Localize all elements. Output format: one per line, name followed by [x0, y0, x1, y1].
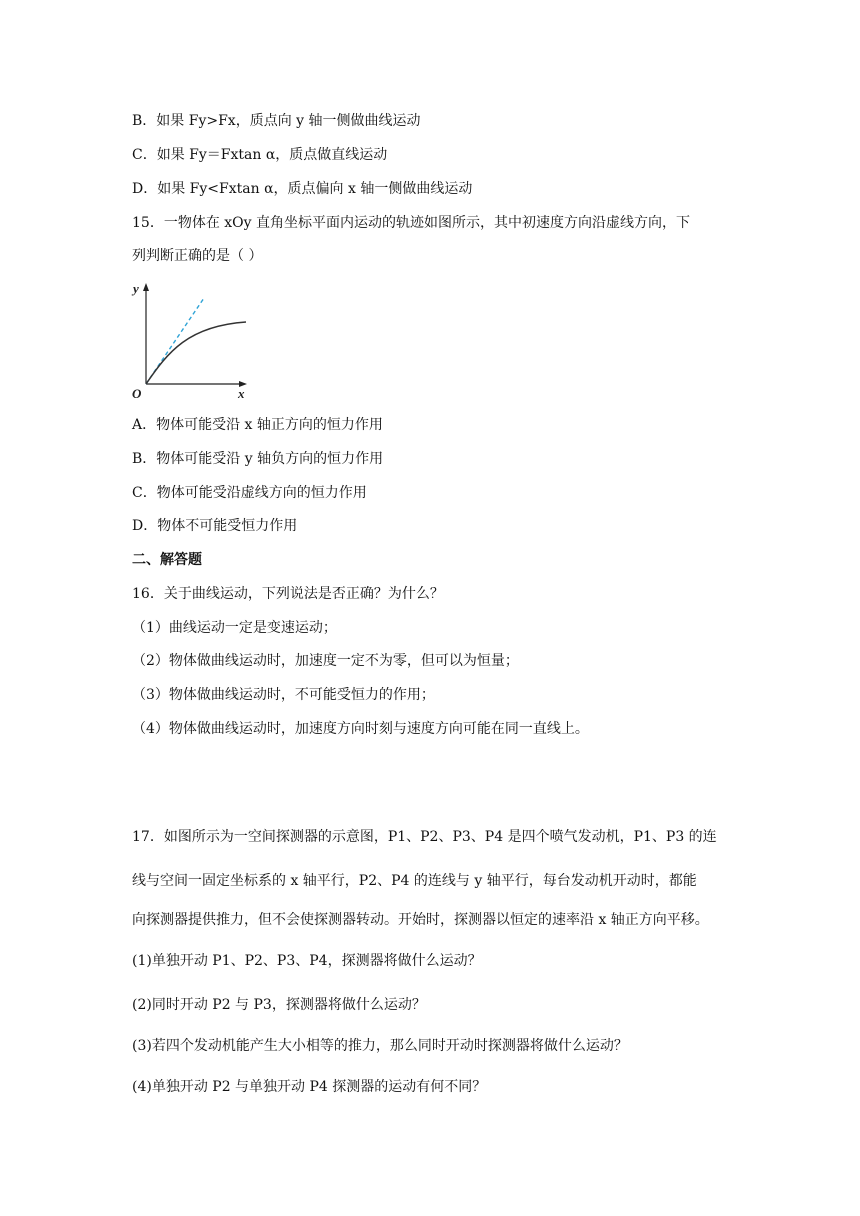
q16-item-4: （4）物体做曲线运动时，加速度方向时刻与速度方向可能在同一直线上。	[132, 721, 589, 737]
section-title: 二、解答题	[132, 552, 202, 568]
q14-option-b: B．如果 Fy>Fx，质点向 y 轴一侧做曲线运动	[132, 113, 421, 129]
q15-stem-line2: 列判断正确的是（ ）	[132, 248, 263, 264]
q17-sub1: (1)单独开动 P1、P2、P3、P4，探测器将做什么运动？	[132, 953, 482, 969]
q17-line3: 向探测器提供推力，但不会使探测器转动。开始时，探测器以恒定的速率沿 x 轴正方向平移。	[132, 912, 709, 928]
q17-line1: 17．如图所示为一空间探测器的示意图，P1、P2、P3、P4 是四个喷气发动机，P1、P3 的连	[132, 829, 717, 845]
q14-option-c: C．如果 Fy＝Fxtan α，质点做直线运动	[132, 147, 388, 163]
q17-line2: 线与空间一固定坐标系的 x 轴平行，P2、P4 的连线与 y 轴平行，每台发动机开动时，都能	[132, 873, 697, 889]
y-axis-arrow	[143, 283, 149, 291]
x-axis-label: x	[238, 386, 245, 400]
q14-option-d: D．如果 Fy<Fxtan α，质点偏向 x 轴一侧做曲线运动	[132, 181, 473, 197]
q16-item-1: （1）曲线运动一定是变速运动；	[132, 620, 337, 636]
q17-sub2: (2)同时开动 P2 与 P3，探测器将做什么运动？	[132, 997, 426, 1013]
q17-sub3: (3)若四个发动机能产生大小相等的推力，那么同时开动时探测器将做什么运动？	[132, 1038, 628, 1054]
trajectory-curve	[146, 322, 246, 384]
q16-item-2: （2）物体做曲线运动时，加速度一定不为零，但可以为恒量；	[132, 653, 519, 669]
q16-stem: 16．关于曲线运动，下列说法是否正确？为什么？	[132, 586, 444, 602]
q15-option-b: B．物体可能受沿 y 轴负方向的恒力作用	[132, 451, 384, 467]
q15-option-c: C．物体可能受沿虚线方向的恒力作用	[132, 485, 367, 501]
trajectory-figure	[128, 280, 252, 400]
origin-label: O	[132, 386, 142, 400]
q17-sub4: (4)单独开动 P2 与单独开动 P4 探测器的运动有何不同？	[132, 1079, 487, 1095]
trajectory-diagram	[128, 280, 252, 400]
y-axis-label: y	[133, 281, 139, 296]
q16-item-3: （3）物体做曲线运动时，不可能受恒力的作用；	[132, 687, 435, 703]
q15-stem-line1: 15．一物体在 xOy 直角坐标平面内运动的轨迹如图所示，其中初速度方向沿虚线方向，下	[132, 215, 690, 231]
q15-option-d: D．物体不可能受恒力作用	[132, 518, 298, 534]
q15-option-a: A．物体可能受沿 x 轴正方向的恒力作用	[132, 417, 383, 433]
